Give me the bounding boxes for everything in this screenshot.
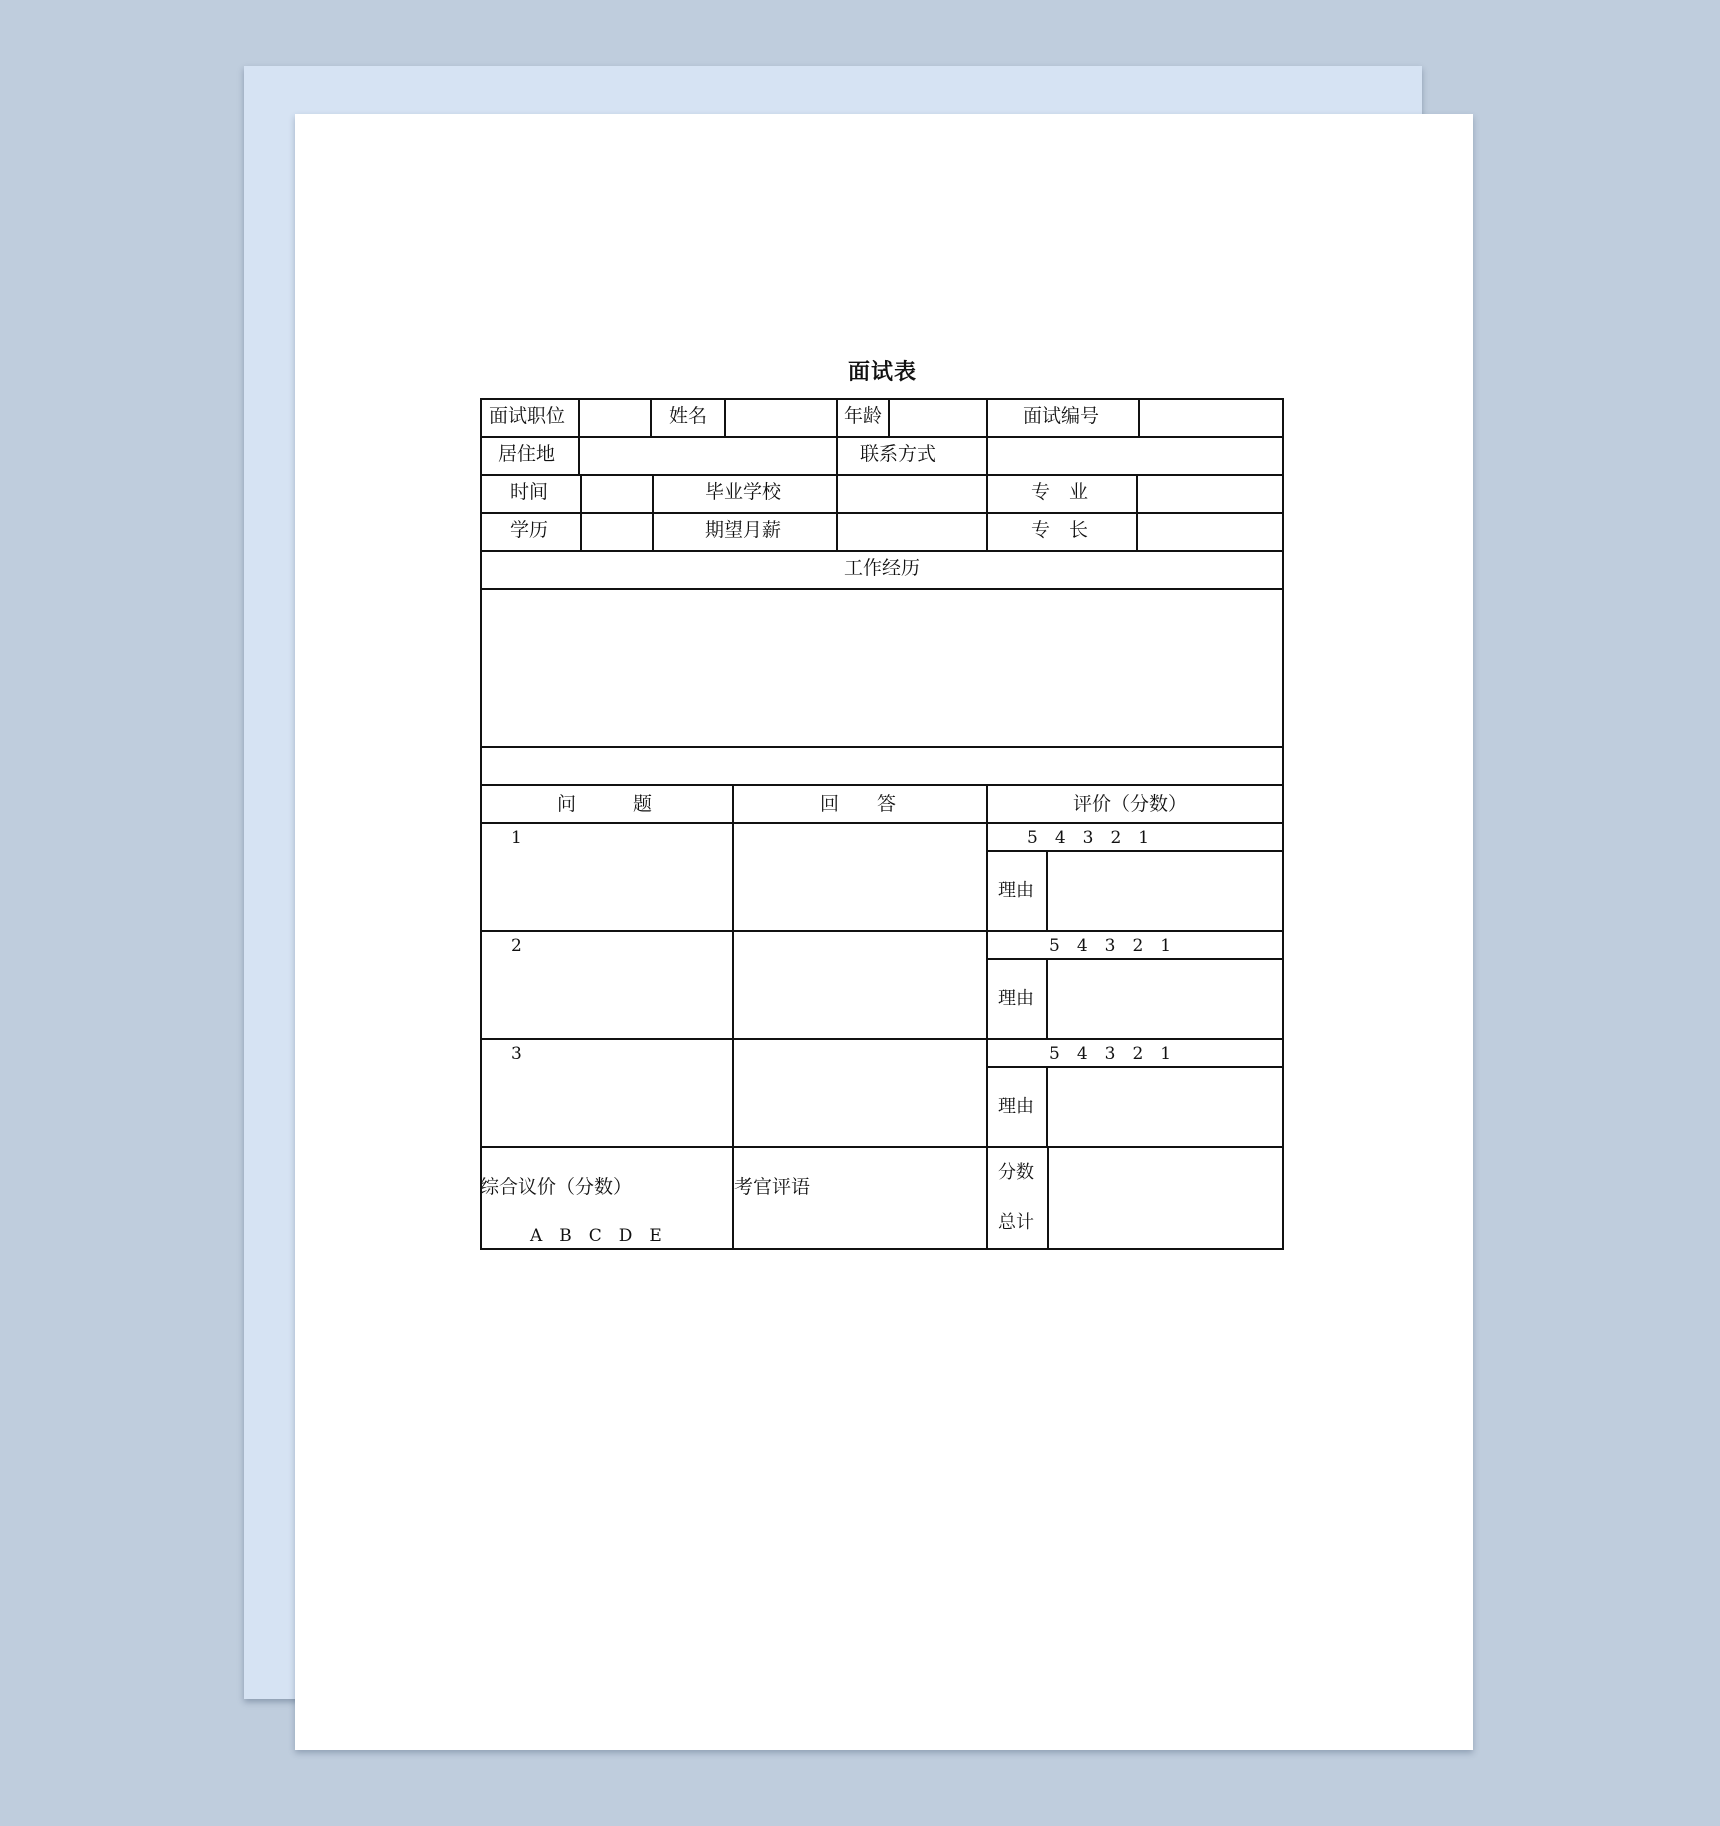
reason-field[interactable] bbox=[1048, 852, 1282, 930]
score-options: 5 4 3 2 1 bbox=[1049, 936, 1172, 956]
work-history-field[interactable] bbox=[482, 590, 1282, 746]
reason-field[interactable] bbox=[1048, 1068, 1282, 1146]
interview-form bbox=[480, 398, 1284, 1250]
education-field[interactable] bbox=[582, 514, 652, 550]
residence-field[interactable] bbox=[580, 438, 836, 474]
age-field[interactable] bbox=[890, 400, 986, 436]
grid-line bbox=[986, 474, 988, 550]
grid-line bbox=[480, 1248, 1284, 1250]
work-history-label: 工作经历 bbox=[843, 557, 921, 579]
position-field[interactable] bbox=[580, 400, 650, 436]
specialty-label: 专 长 bbox=[1031, 519, 1089, 541]
grid-line bbox=[1282, 398, 1284, 1250]
reason-label: 理由 bbox=[998, 988, 1034, 1009]
question-number: 2 bbox=[511, 936, 522, 956]
score-options: 5 4 3 2 1 bbox=[1027, 828, 1150, 848]
specialty-field[interactable] bbox=[1138, 514, 1282, 550]
total-score-field[interactable] bbox=[1049, 1148, 1282, 1248]
education-label: 学历 bbox=[510, 519, 549, 541]
question-number: 1 bbox=[511, 828, 522, 848]
page-title: 面试表 bbox=[847, 359, 917, 385]
reason-label: 理由 bbox=[998, 1096, 1034, 1117]
contact-field[interactable] bbox=[988, 438, 1282, 474]
age-label: 年龄 bbox=[844, 405, 883, 427]
score-label: 分数 bbox=[998, 1162, 1034, 1183]
score-options: 5 4 3 2 1 bbox=[1049, 1044, 1172, 1064]
contact-label: 联系方式 bbox=[860, 443, 937, 465]
name-label: 姓名 bbox=[669, 405, 708, 427]
salary-field[interactable] bbox=[838, 514, 986, 550]
reason-label: 理由 bbox=[998, 880, 1034, 901]
time-label: 时间 bbox=[510, 481, 549, 503]
total-label: 总计 bbox=[998, 1212, 1034, 1233]
school-field[interactable] bbox=[838, 476, 986, 512]
answer-field[interactable] bbox=[734, 932, 986, 1038]
question-header: 问 题 bbox=[557, 793, 653, 815]
school-label: 毕业学校 bbox=[705, 481, 782, 503]
major-field[interactable] bbox=[1138, 476, 1282, 512]
grid-line bbox=[480, 398, 482, 1250]
grid-line bbox=[480, 784, 1284, 786]
answer-field[interactable] bbox=[734, 824, 986, 930]
answer-header: 回 答 bbox=[820, 793, 897, 815]
reason-field[interactable] bbox=[1048, 960, 1282, 1038]
extra-row-field[interactable] bbox=[482, 748, 1282, 784]
time-field[interactable] bbox=[582, 476, 652, 512]
interview-number-field[interactable] bbox=[1140, 400, 1282, 436]
grid-line bbox=[836, 398, 838, 436]
salary-label: 期望月薪 bbox=[705, 519, 782, 541]
grade-options: A B C D E bbox=[530, 1226, 662, 1246]
interview-number-label: 面试编号 bbox=[1023, 405, 1100, 427]
position-label: 面试职位 bbox=[489, 405, 566, 427]
question-number: 3 bbox=[511, 1044, 522, 1064]
grid-line bbox=[652, 474, 654, 550]
name-field[interactable] bbox=[726, 400, 836, 436]
grid-line bbox=[986, 784, 988, 1250]
grid-line bbox=[650, 398, 652, 436]
grid-line bbox=[480, 550, 1284, 552]
answer-field[interactable] bbox=[734, 1040, 986, 1146]
grid-line bbox=[986, 398, 988, 436]
overall-evaluation-label: 综合议价（分数） bbox=[480, 1176, 633, 1198]
evaluation-header: 评价（分数） bbox=[1072, 793, 1188, 815]
examiner-comment-label: 考官评语 bbox=[734, 1176, 811, 1198]
residence-label: 居住地 bbox=[498, 443, 556, 465]
major-label: 专 业 bbox=[1031, 481, 1089, 503]
grid-line bbox=[836, 436, 838, 474]
